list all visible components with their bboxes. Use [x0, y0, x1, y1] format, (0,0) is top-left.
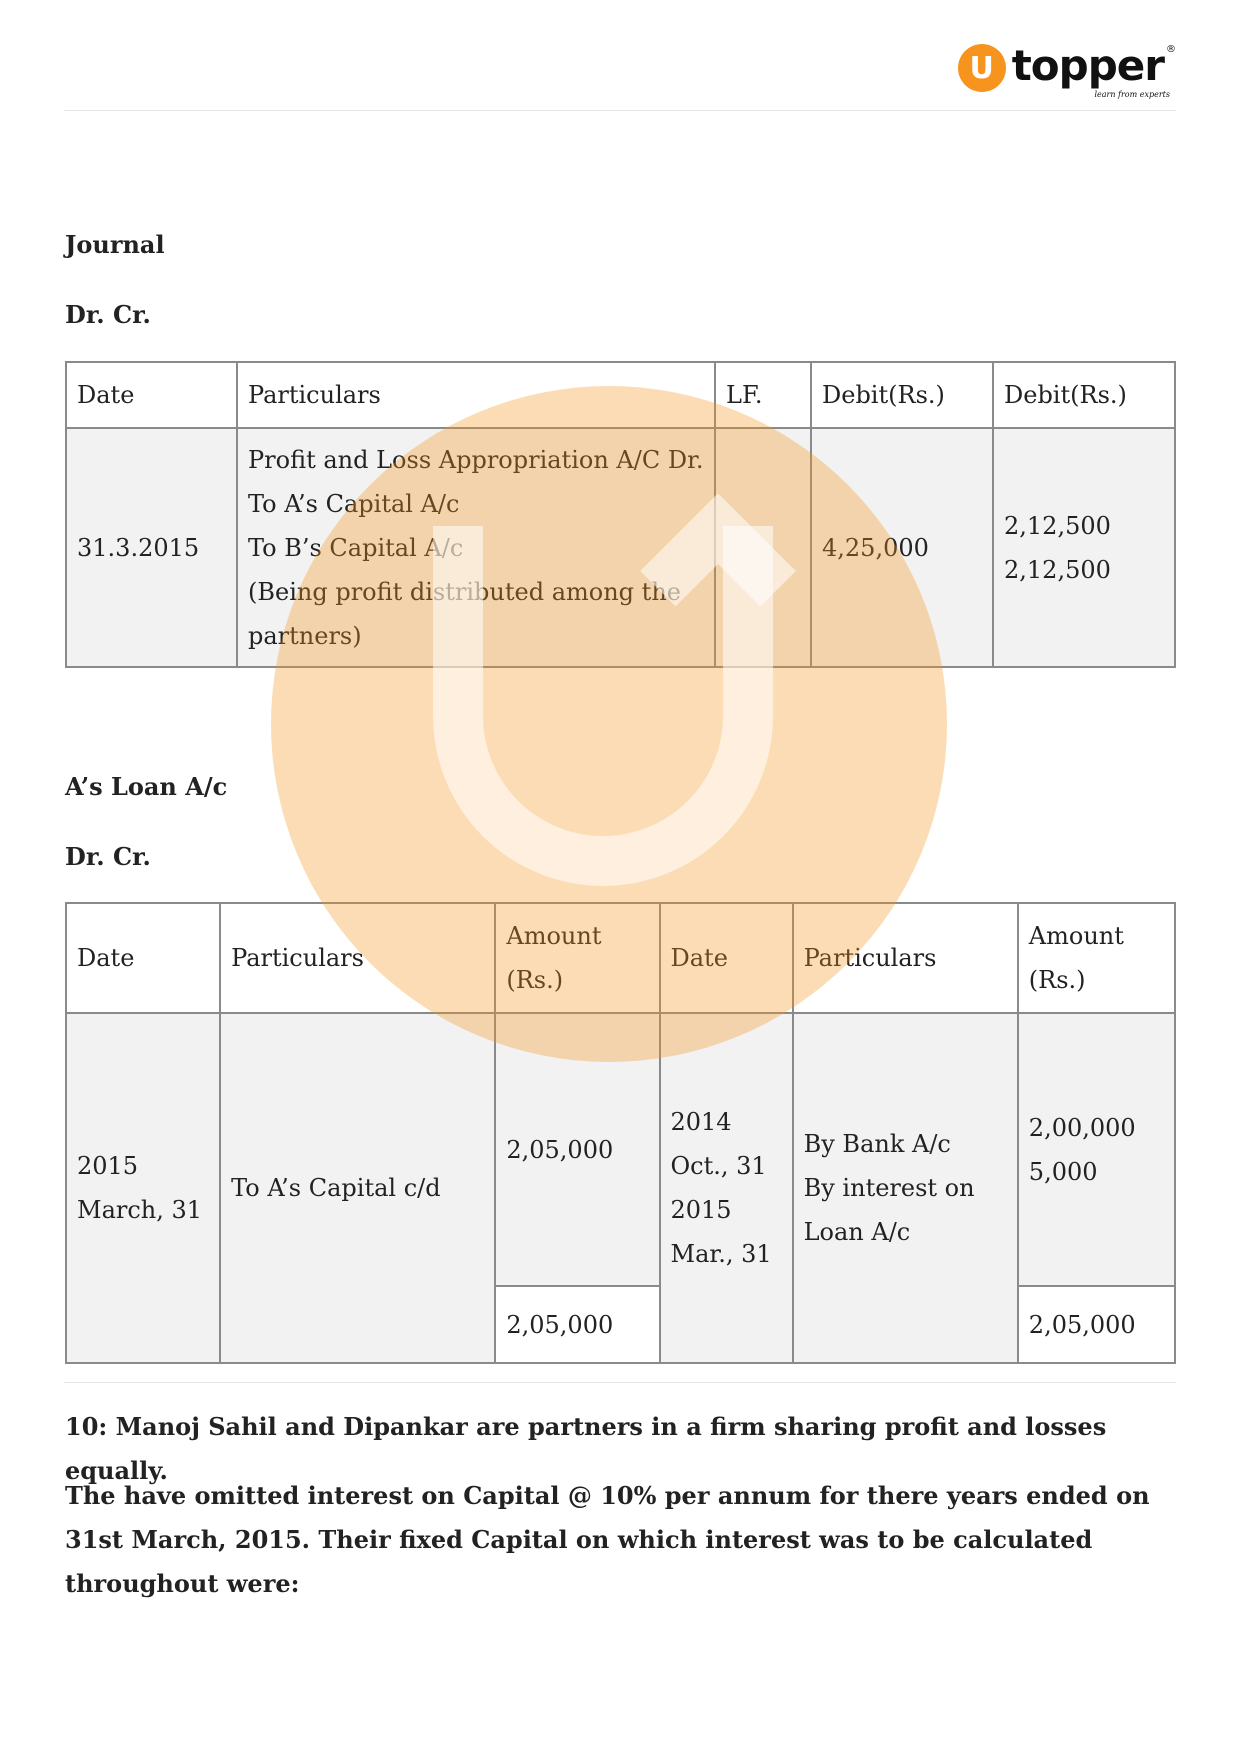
header-amount-dr	[495, 903, 659, 1013]
loan-entry-row	[66, 1013, 1175, 1286]
header-amount-line: Amount	[506, 922, 602, 950]
logo-tagline: learn from experts	[1094, 90, 1170, 99]
logo-wordmark: topper	[1011, 41, 1164, 90]
credit-value: 2,12,500	[1004, 555, 1111, 584]
topper-logo[interactable]	[958, 40, 1176, 110]
loan-heading: A’s Loan A/c	[65, 772, 228, 801]
particulars-line: By interest on	[803, 1174, 975, 1202]
entry-date: 31.3.2015	[66, 428, 237, 667]
entry-credit	[993, 428, 1175, 667]
loan-drcr-label: Dr. Cr.	[65, 842, 151, 871]
date-line: 2015	[670, 1196, 732, 1224]
entry-lf	[715, 428, 811, 667]
dr-date	[66, 1013, 220, 1363]
cr-particulars	[793, 1013, 1018, 1363]
loan-header-row	[66, 903, 1175, 1013]
registered-mark: ®	[1166, 44, 1176, 55]
date-line: March, 31	[77, 1196, 203, 1224]
particulars-line: Profit and Loss Appropriation A/C Dr.	[248, 445, 704, 474]
amount-line: 2,00,000	[1028, 1113, 1136, 1142]
header-particulars-dr: Particulars	[220, 903, 495, 1013]
header-amount-line: (Rs.)	[1028, 966, 1086, 994]
header-particulars: Particulars	[237, 362, 715, 428]
page-header	[64, 0, 1176, 111]
cr-date	[660, 1013, 793, 1363]
journal-entry-row	[66, 428, 1175, 667]
question-line-1: 10: Manoj Sahil and Dipankar are partners in a firm sharing profit and losses equally.	[65, 1412, 1107, 1485]
particulars-line: To B’s Capital A/c	[248, 533, 464, 562]
date-line: 2015	[77, 1152, 139, 1180]
particulars-line: partners)	[248, 621, 362, 650]
logo-u-icon: U	[958, 44, 1006, 92]
dr-total: 2,05,000	[495, 1286, 659, 1363]
question-line-2: The have omitted interest on Capital @ 10% per annum for there years ended on 31st March, 2015. Their fixed Capital on which interest was to be calculated throughout were:	[65, 1481, 1150, 1598]
dr-amount: 2,05,000	[495, 1013, 659, 1286]
journal-heading: Journal	[65, 230, 165, 259]
cr-amounts	[1018, 1013, 1175, 1286]
header-debit: Debit(Rs.)	[811, 362, 993, 428]
particulars-line: By Bank A/c	[803, 1130, 951, 1158]
header-particulars-cr: Particulars	[793, 903, 1018, 1013]
journal-table	[65, 361, 1176, 668]
header-lf: LF.	[715, 362, 811, 428]
journal-drcr-label: Dr. Cr.	[65, 300, 151, 329]
amount-line: 5,000	[1028, 1157, 1098, 1186]
header-amount-cr	[1018, 903, 1175, 1013]
loan-account-table	[65, 902, 1176, 1364]
date-line: Oct., 31	[670, 1152, 767, 1180]
header-credit: Debit(Rs.)	[993, 362, 1175, 428]
particulars-line: Loan A/c	[803, 1218, 911, 1246]
header-date-dr: Date	[66, 903, 220, 1013]
section-divider	[64, 1382, 1176, 1383]
header-date: Date	[66, 362, 237, 428]
cr-total: 2,05,000	[1018, 1286, 1175, 1363]
header-amount-line: Amount	[1028, 922, 1124, 950]
dr-particulars: To A’s Capital c/d	[220, 1013, 495, 1363]
entry-particulars	[237, 428, 715, 667]
particulars-line: To A’s Capital A/c	[248, 489, 460, 518]
journal-header-row	[66, 362, 1175, 428]
date-line: 2014	[670, 1108, 732, 1136]
date-line: Mar., 31	[670, 1240, 772, 1268]
credit-value: 2,12,500	[1004, 511, 1111, 540]
header-amount-line: (Rs.)	[506, 966, 564, 994]
header-date-cr: Date	[660, 903, 793, 1013]
entry-debit: 4,25,000	[811, 428, 993, 667]
particulars-line: (Being profit distributed among the	[248, 577, 681, 606]
